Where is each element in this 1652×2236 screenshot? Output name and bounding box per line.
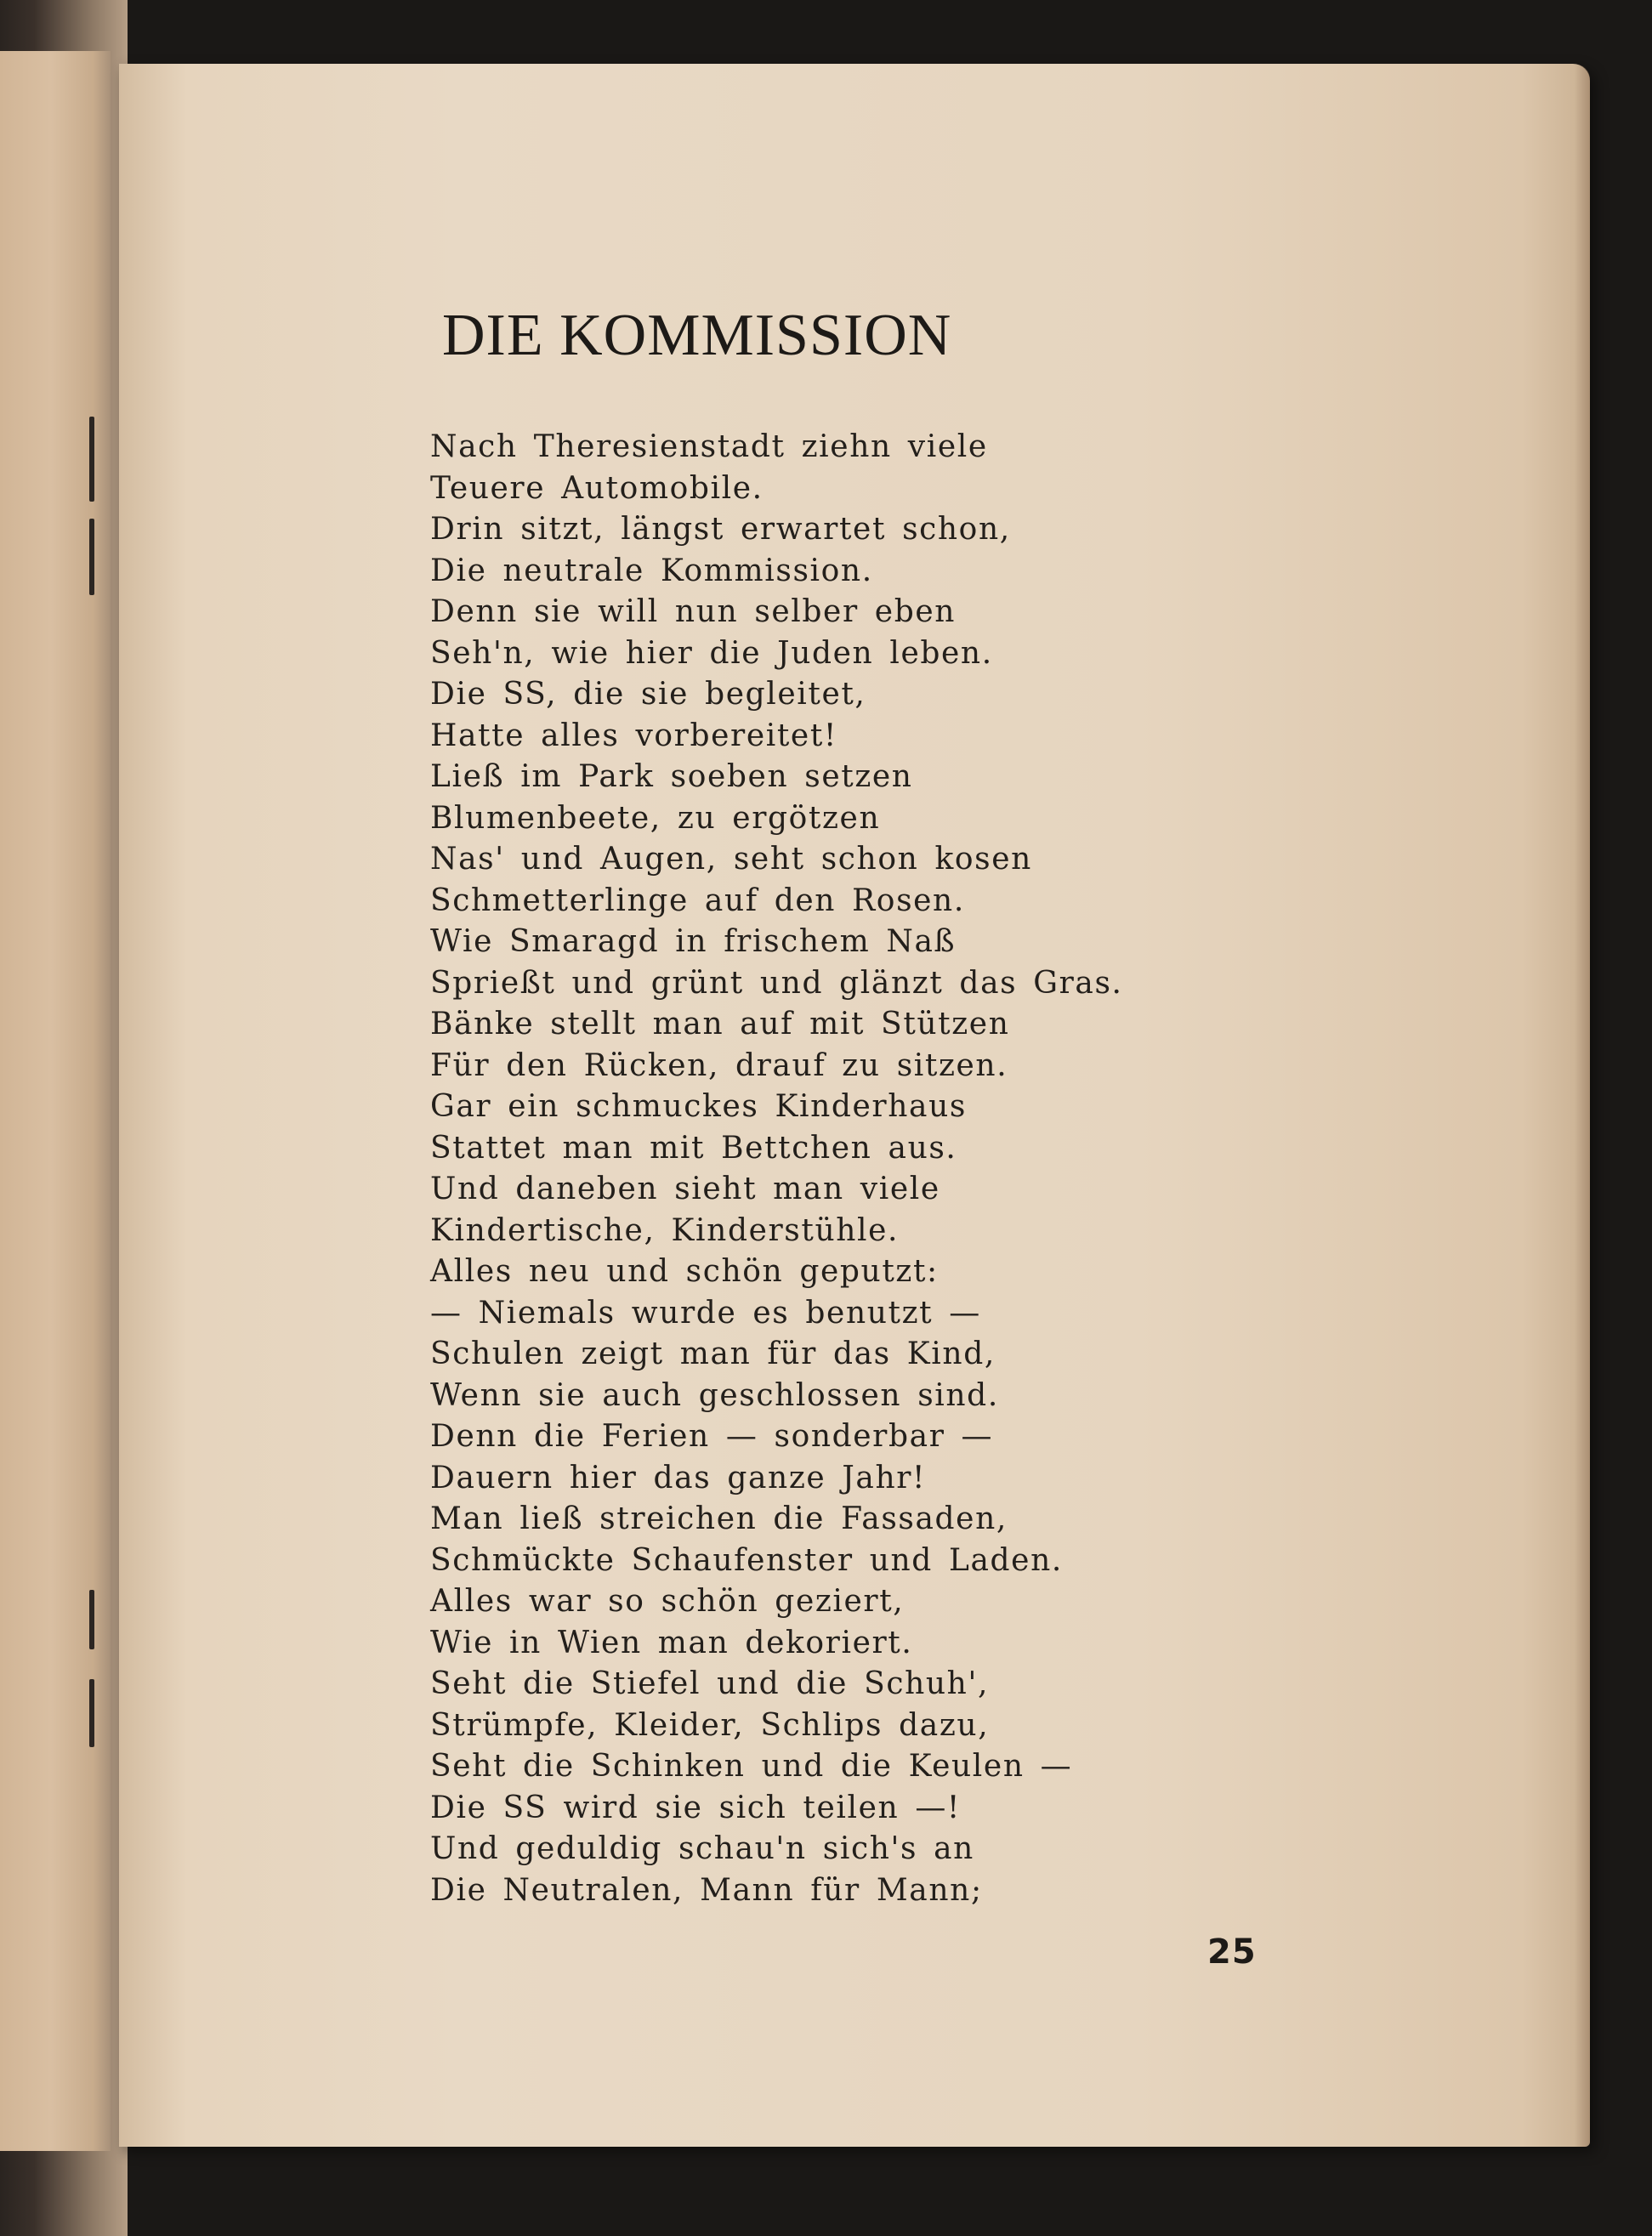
poem-line: Schulen zeigt man für das Kind,: [430, 1336, 996, 1371]
poem-line: Und daneben sieht man viele: [430, 1172, 940, 1206]
poem-line: Die SS, die sie begleitet,: [430, 677, 866, 712]
poem-line: Dauern hier das ganze Jahr!: [430, 1460, 927, 1495]
poem-line: Wie Smaragd in frischem Naß: [430, 924, 957, 959]
poem-line: Gar ein schmuckes Kinderhaus: [430, 1089, 967, 1124]
poem-line: Kindertische, Kinderstühle.: [430, 1212, 900, 1248]
poem-line: Stattet man mit Bettchen aus.: [430, 1130, 957, 1166]
page-edge-shading: [1575, 64, 1590, 2147]
staple-top-lower: [89, 519, 94, 595]
poem-line: Alles neu und schön geputzt:: [430, 1254, 939, 1289]
poem-line: Bänke stellt man auf mit Stützen: [430, 1007, 1010, 1041]
poem-line: Die neutrale Kommission.: [430, 553, 873, 588]
poem-line: Denn die Ferien — sonderbar —: [430, 1419, 994, 1454]
poem-text: [430, 427, 1123, 1911]
poem-line: Strümpfe, Kleider, Schlips dazu,: [430, 1707, 990, 1743]
poem-line: Hatte alles vorbereitet!: [430, 718, 837, 753]
poem-line: Und geduldig schau'n sich's an: [430, 1831, 974, 1866]
page-number: 25: [1207, 1932, 1257, 1972]
poem-line: Blumenbeete, zu ergötzen: [430, 800, 881, 836]
poem-line: Schmückte Schaufenster und Laden.: [430, 1542, 1063, 1578]
poem-line: Die Neutralen, Mann für Mann;: [430, 1872, 983, 1908]
left-page-edge: [0, 51, 111, 2151]
poem-line: Man ließ streichen die Fassaden,: [430, 1501, 1008, 1536]
poem-line: Denn sie will nun selber eben: [430, 594, 957, 629]
poem-line: Seht die Schinken und die Keulen —: [430, 1749, 1073, 1784]
page-title: DIE KOMMISSION: [442, 303, 952, 368]
staple-bottom: [89, 1590, 94, 1649]
poem-line: Nach Theresienstadt ziehn viele: [430, 429, 988, 464]
poem-line: Ließ im Park soeben setzen: [430, 759, 913, 794]
poem-line: Nas' und Augen, seht schon kosen: [430, 842, 1032, 877]
staple-top: [89, 417, 94, 502]
staple-bottom-lower: [89, 1679, 94, 1747]
poem-line: Wenn sie auch geschlossen sind.: [430, 1377, 999, 1413]
poem-line: Drin sitzt, längst erwartet schon,: [430, 512, 1011, 547]
poem-line: Für den Rücken, drauf zu sitzen.: [430, 1047, 1008, 1083]
poem-line: Schmetterlinge auf den Rosen.: [430, 882, 965, 918]
poem-line: Seht die Stiefel und die Schuh',: [430, 1666, 989, 1701]
poem-line: Teuere Automobile.: [430, 470, 764, 506]
poem-line: Die SS wird sie sich teilen —!: [430, 1790, 961, 1825]
poem-line: Wie in Wien man dekoriert.: [430, 1625, 913, 1660]
poem-line: Sprießt und grünt und glänzt das Gras.: [430, 965, 1123, 1001]
poem-line: — Niemals wurde es benutzt —: [430, 1295, 981, 1331]
poem-line: Seh'n, wie hier die Juden leben.: [430, 635, 993, 671]
poem-line: Alles war so schön geziert,: [430, 1584, 905, 1619]
